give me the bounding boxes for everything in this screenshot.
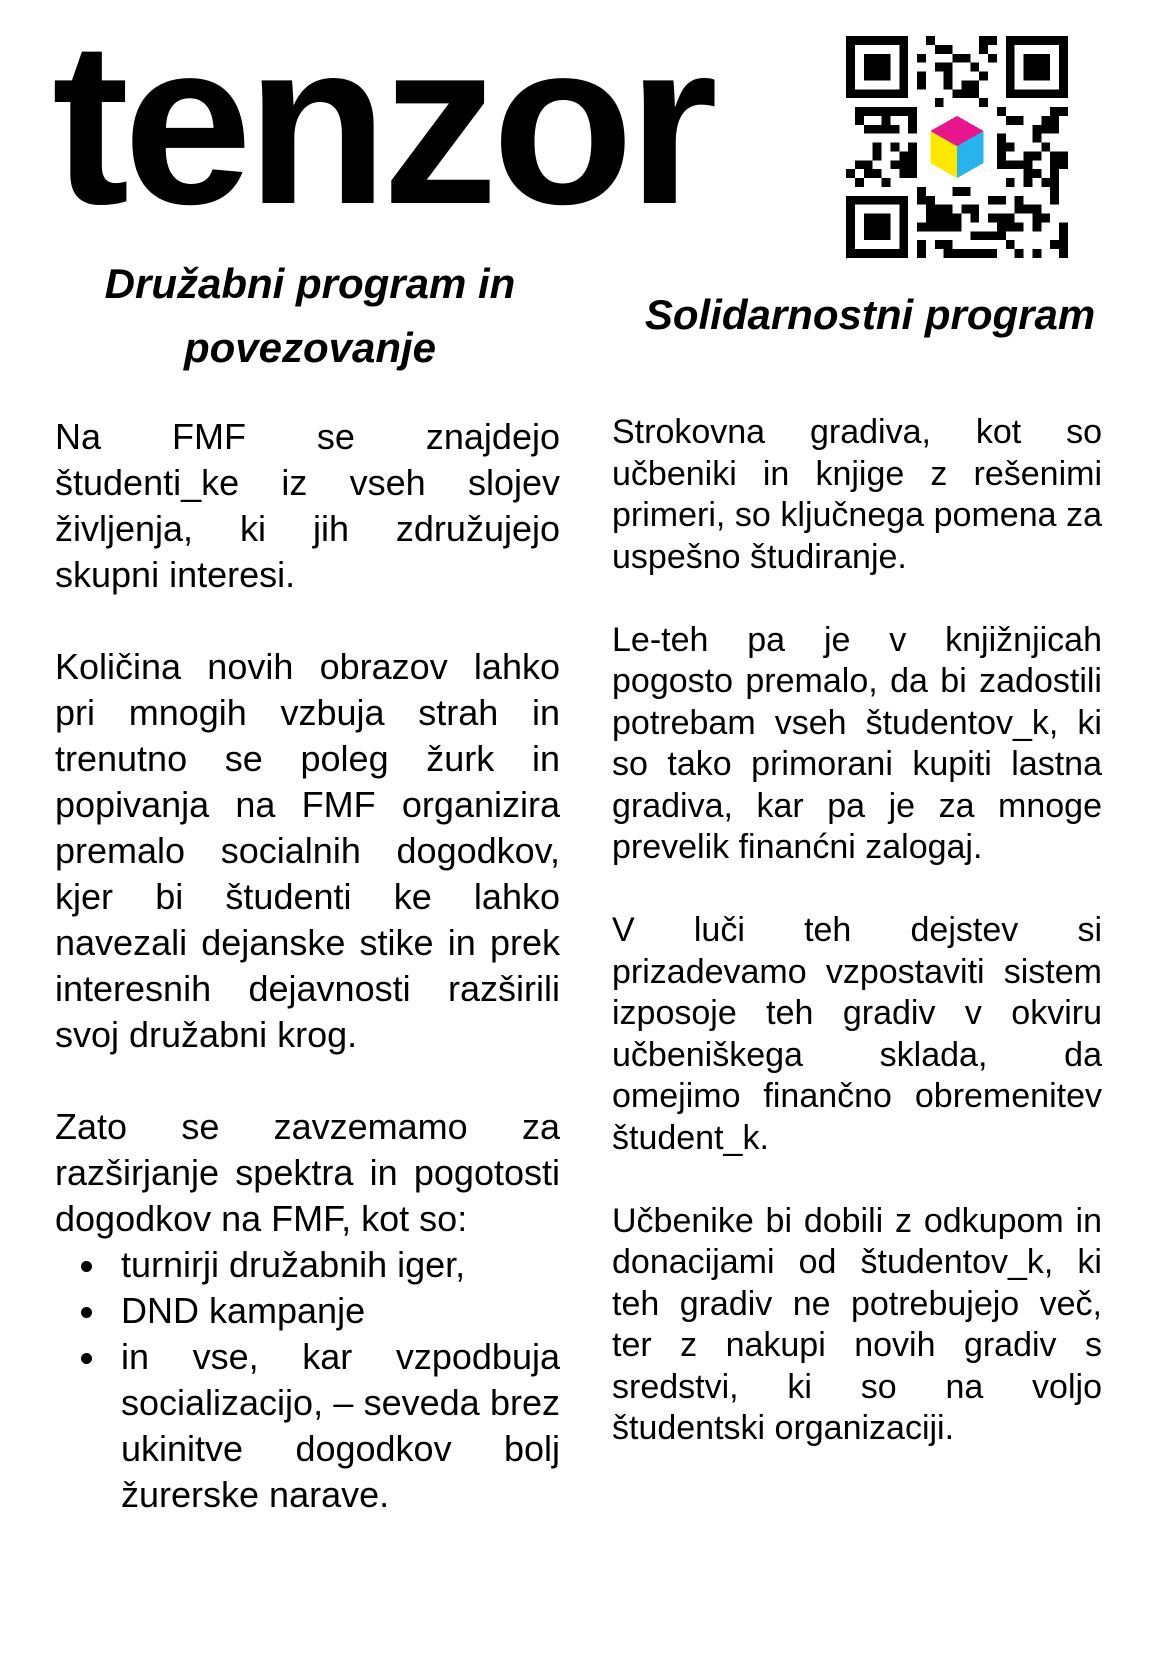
paragraph: Količina novih obrazov lahko pri mnogih vzbuja strah in trenutno se poleg žurk in popivanja na FMF organizira premalo socialnih dogodkov, kjer bi študenti ke lahko navezali dejanske stike in prek interesnih dejavnosti razširili svoj družabni krog. [55,646,560,1055]
list-item-text: turnirji družabnih iger, [121,1244,466,1285]
bullet-icon [81,1353,92,1364]
paragraph: Strokovna gradiva, kot so učbeniki in knjige z rešenimi primeri, so ključnega pomena za uspešno študiranje. [612,413,1102,576]
list-item [121,1288,560,1334]
list-item-text: in vse, kar vzpodbuja socializacijo, – seveda brez ukinitve dogodkov bolj žurerske narave. [121,1336,560,1515]
paragraph: Zato se zavzemamo za razširjanje spektra in pogotosti dogodkov na FMF, kot so: [55,1106,560,1239]
list-item-text: DND kampanje [121,1290,366,1331]
paragraph: V luči teh dejstev si prizadevamo vzpostaviti sistem izposoje teh gradiv v okviru učbeniškega sklada, da omejimo finančno obremenitev študent_k. [612,911,1102,1157]
bullet-icon [81,1307,92,1318]
section-title-social: Družabni program in povezovanje [104,260,516,371]
paragraph: Na FMF se znajdejo študenti_ke iz vseh slojev življenja, ki jih združujejo skupni interesi. [55,416,560,595]
list-item [121,1242,560,1288]
qr-code-icon [846,36,1068,258]
list-item [121,1334,560,1518]
solidarity-program-column [612,412,1102,1491]
paragraph: Le-teh pa je v knjižnjicah pogosto premalo, da bi zadostili potrebam vseh študentov_k, ki so tako primorani kupiti lastna gradiva, kar pa je za mnoge prevelik finanćni zalogaj. [612,620,1102,866]
tenzor-logo: tenzor [52,0,712,253]
section-title-solidarity: Solidarnostni program [644,291,1096,338]
event-list [55,1242,560,1518]
paragraph: Učbenike bi dobili z odkupom in donacijami od študentov_k, ki teh gradiv ne potrebujejo več, ter z nakupi novih gradiv s sredstvi, ki so na voljo študentski organizaciji. [612,1201,1102,1447]
bullet-icon [81,1261,92,1272]
social-program-column [55,414,560,1518]
